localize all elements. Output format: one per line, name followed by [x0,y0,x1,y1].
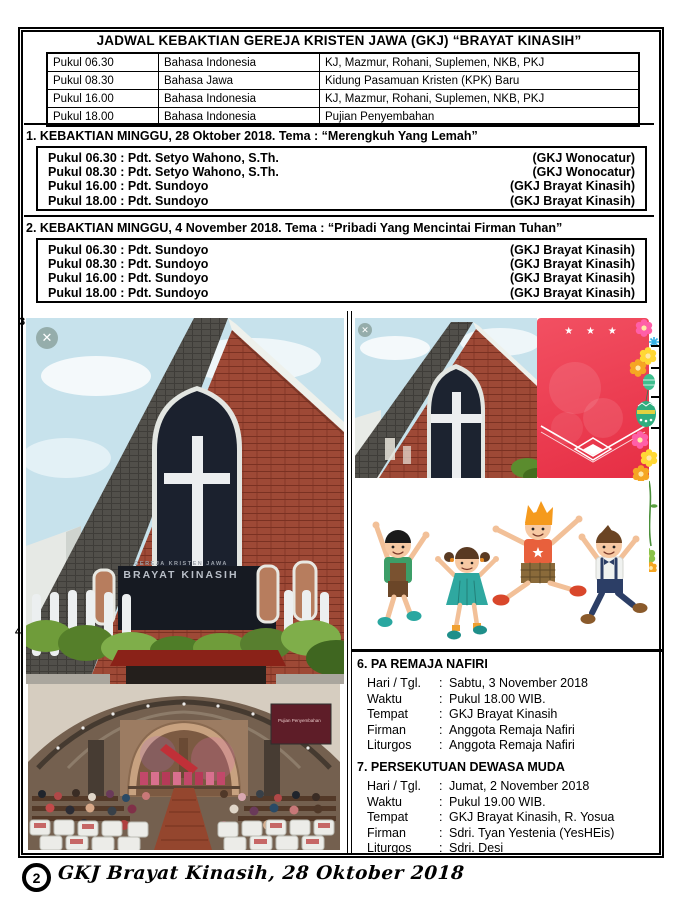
info-value: Sdri. Tyan Yestenia (YesHEis) [449,825,615,840]
service2-box [36,238,647,303]
section7-heading: 7. PERSEKUTUAN DEWASA MUDA [357,760,565,774]
section-divider [24,215,654,217]
service-left: Pukul 06.30 : Pdt. Sundoyo [48,243,209,257]
info-row [367,676,655,692]
cell-time: Pukul 06.30 [47,53,159,72]
service-left: Pukul 08.30 : Pdt. Sundoyo [48,257,209,272]
close-button[interactable] [36,327,58,349]
bulletin-title: JADWAL KEBAKTIAN GEREJA KRISTEN JAWA (GKJ) “BRAYAT KINASIH” [96,33,582,48]
info-row [367,826,655,842]
info-colon: : [439,691,443,706]
crop-mark [651,345,661,369]
close-icon: ✕ [41,330,53,345]
cell-time: Pukul 16.00 [47,90,159,108]
service-right: (GKJ Wonocatur) [532,165,635,180]
info-value: GKJ Brayat Kinasih, R. Yosua [449,810,615,824]
service-right: (GKJ Brayat Kinasih) [509,193,635,208]
service-right: (GKJ Brayat Kinasih) [509,271,635,286]
info-value: GKJ Brayat Kinasih [449,707,558,721]
service-left: Pukul 16.00 : Pdt. Sundoyo [48,179,209,194]
info-value: Jumat, 2 November 2018 [449,779,590,793]
church-sign-line2: BRAYAT KINASIH [123,569,239,581]
cell-time: Pukul 18.00 [47,108,159,127]
info-colon: : [439,810,443,824]
service-left: Pukul 08.30 : Pdt. Setyo Wahono, S.Th. [48,165,279,180]
church-sign-line1: GEREJA KRISTEN JAWA [134,561,228,567]
card-stars: ★ ★ ★ [564,326,622,337]
cell-language: Bahasa Indonesia [159,53,320,72]
service-row [48,179,635,193]
church-exterior-illustration [26,318,344,684]
close-icon: ✕ [361,324,369,335]
church-exterior-illustration-small [355,318,537,478]
service-right: (GKJ Brayat Kinasih) [509,179,635,194]
cell-language: Bahasa Indonesia [159,108,320,127]
service-right: (GKJ Wonocatur) [532,151,635,165]
table-row [47,72,639,90]
info-value: Pukul 19.00 WIB. [449,794,546,809]
service-row [48,257,635,271]
footer-caption: GKJ Brayat Kinasih, 28 Oktober 2018 [57,863,466,884]
church-exterior-photo-left [26,318,344,684]
info-row [367,779,655,795]
info-value: Anggota Remaja Nafiri [449,738,575,752]
table-row [47,53,639,72]
close-button[interactable] [358,323,372,337]
service-row [48,271,635,285]
info-colon: : [439,841,443,855]
info-label: Tempat [367,810,408,824]
info-row [367,723,655,739]
list-marker-4: 4 [15,626,22,638]
service-right: (GKJ Brayat Kinasih) [509,257,635,272]
cell-songs: KJ, Mazmur, Rohani, Suplemen, NKB, PKJ [320,53,640,72]
info-colon: : [439,707,443,721]
service-right: (GKJ Brayat Kinasih) [509,243,635,257]
church-exterior-photo-right [355,318,537,478]
cell-songs: Pujian Penyembahan [320,108,640,127]
cell-language: Bahasa Jawa [159,72,320,90]
service1-heading: 1. KEBAKTIAN MINGGU, 28 Oktober 2018. Tema : “Merengkuh Yang Lemah” [26,129,478,143]
service1-box [36,146,647,211]
service-row [48,286,635,300]
info-label: Liturgos [367,738,412,752]
info-label: Firman [367,825,406,840]
info-row [367,795,655,811]
info-value: Sdri. Desi [449,841,504,855]
info-colon: : [439,779,443,793]
service-row [48,243,635,257]
list-marker-3: 3 [19,316,26,328]
section-divider [24,123,654,125]
horizontal-rule [352,649,662,652]
crop-mark [651,396,661,429]
info-colon: : [439,738,443,752]
service-left: Pukul 16.00 : Pdt. Sundoyo [48,271,209,286]
section-persekutuan-dewasa-muda [357,760,655,857]
service-left: Pukul 06.30 : Pdt. Setyo Wahono, S.Th. [48,151,279,165]
info-colon: : [439,825,443,840]
info-row [367,707,655,723]
info-value: Pukul 18.00 WIB. [449,691,546,706]
service-right: (GKJ Brayat Kinasih) [509,285,635,300]
info-row [367,841,655,857]
service2-heading: 2. KEBAKTIAN MINGGU, 4 November 2018. Tema : “Pribadi Yang Mencintai Firman Tuhan” [26,221,563,235]
section6-heading: 6. PA REMAJA NAFIRI [357,657,488,671]
info-colon: : [439,676,443,690]
info-label: Waktu [367,794,402,809]
info-colon: : [439,794,443,809]
info-row [367,810,655,826]
cell-songs: Kidung Pasamuan Kristen (KPK) Baru [320,72,640,90]
church-interior-photo [28,684,340,850]
cell-time: Pukul 08.30 [47,72,159,90]
info-label: Hari / Tgl. [367,676,421,690]
info-label: Tempat [367,707,408,721]
service-row [48,165,635,179]
service-left: Pukul 18.00 : Pdt. Sundoyo [48,193,209,208]
info-row [367,692,655,708]
info-value: Sabtu, 3 November 2018 [449,676,588,690]
info-label: Hari / Tgl. [367,779,421,793]
info-label: Waktu [367,691,402,706]
info-value: Anggota Remaja Nafiri [449,722,575,737]
service-row [48,151,635,165]
church-interior-illustration [28,684,340,850]
projection-screen-text: Pujian Penyembahan [278,718,321,723]
cell-language: Bahasa Indonesia [159,90,320,108]
footer-page-number: 2 [22,863,51,892]
table-row [47,90,639,108]
info-colon: : [439,722,443,737]
service-row [48,194,635,208]
children-illustration [352,481,649,647]
service-left: Pukul 18.00 : Pdt. Sundoyo [48,285,209,300]
info-label: Firman [367,722,406,737]
info-row [367,738,655,754]
section-pa-remaja [357,657,655,754]
schedule-table [46,52,640,127]
info-label: Liturgos [367,841,412,855]
cell-songs: KJ, Mazmur, Rohani, Suplemen, NKB, PKJ [320,90,640,108]
